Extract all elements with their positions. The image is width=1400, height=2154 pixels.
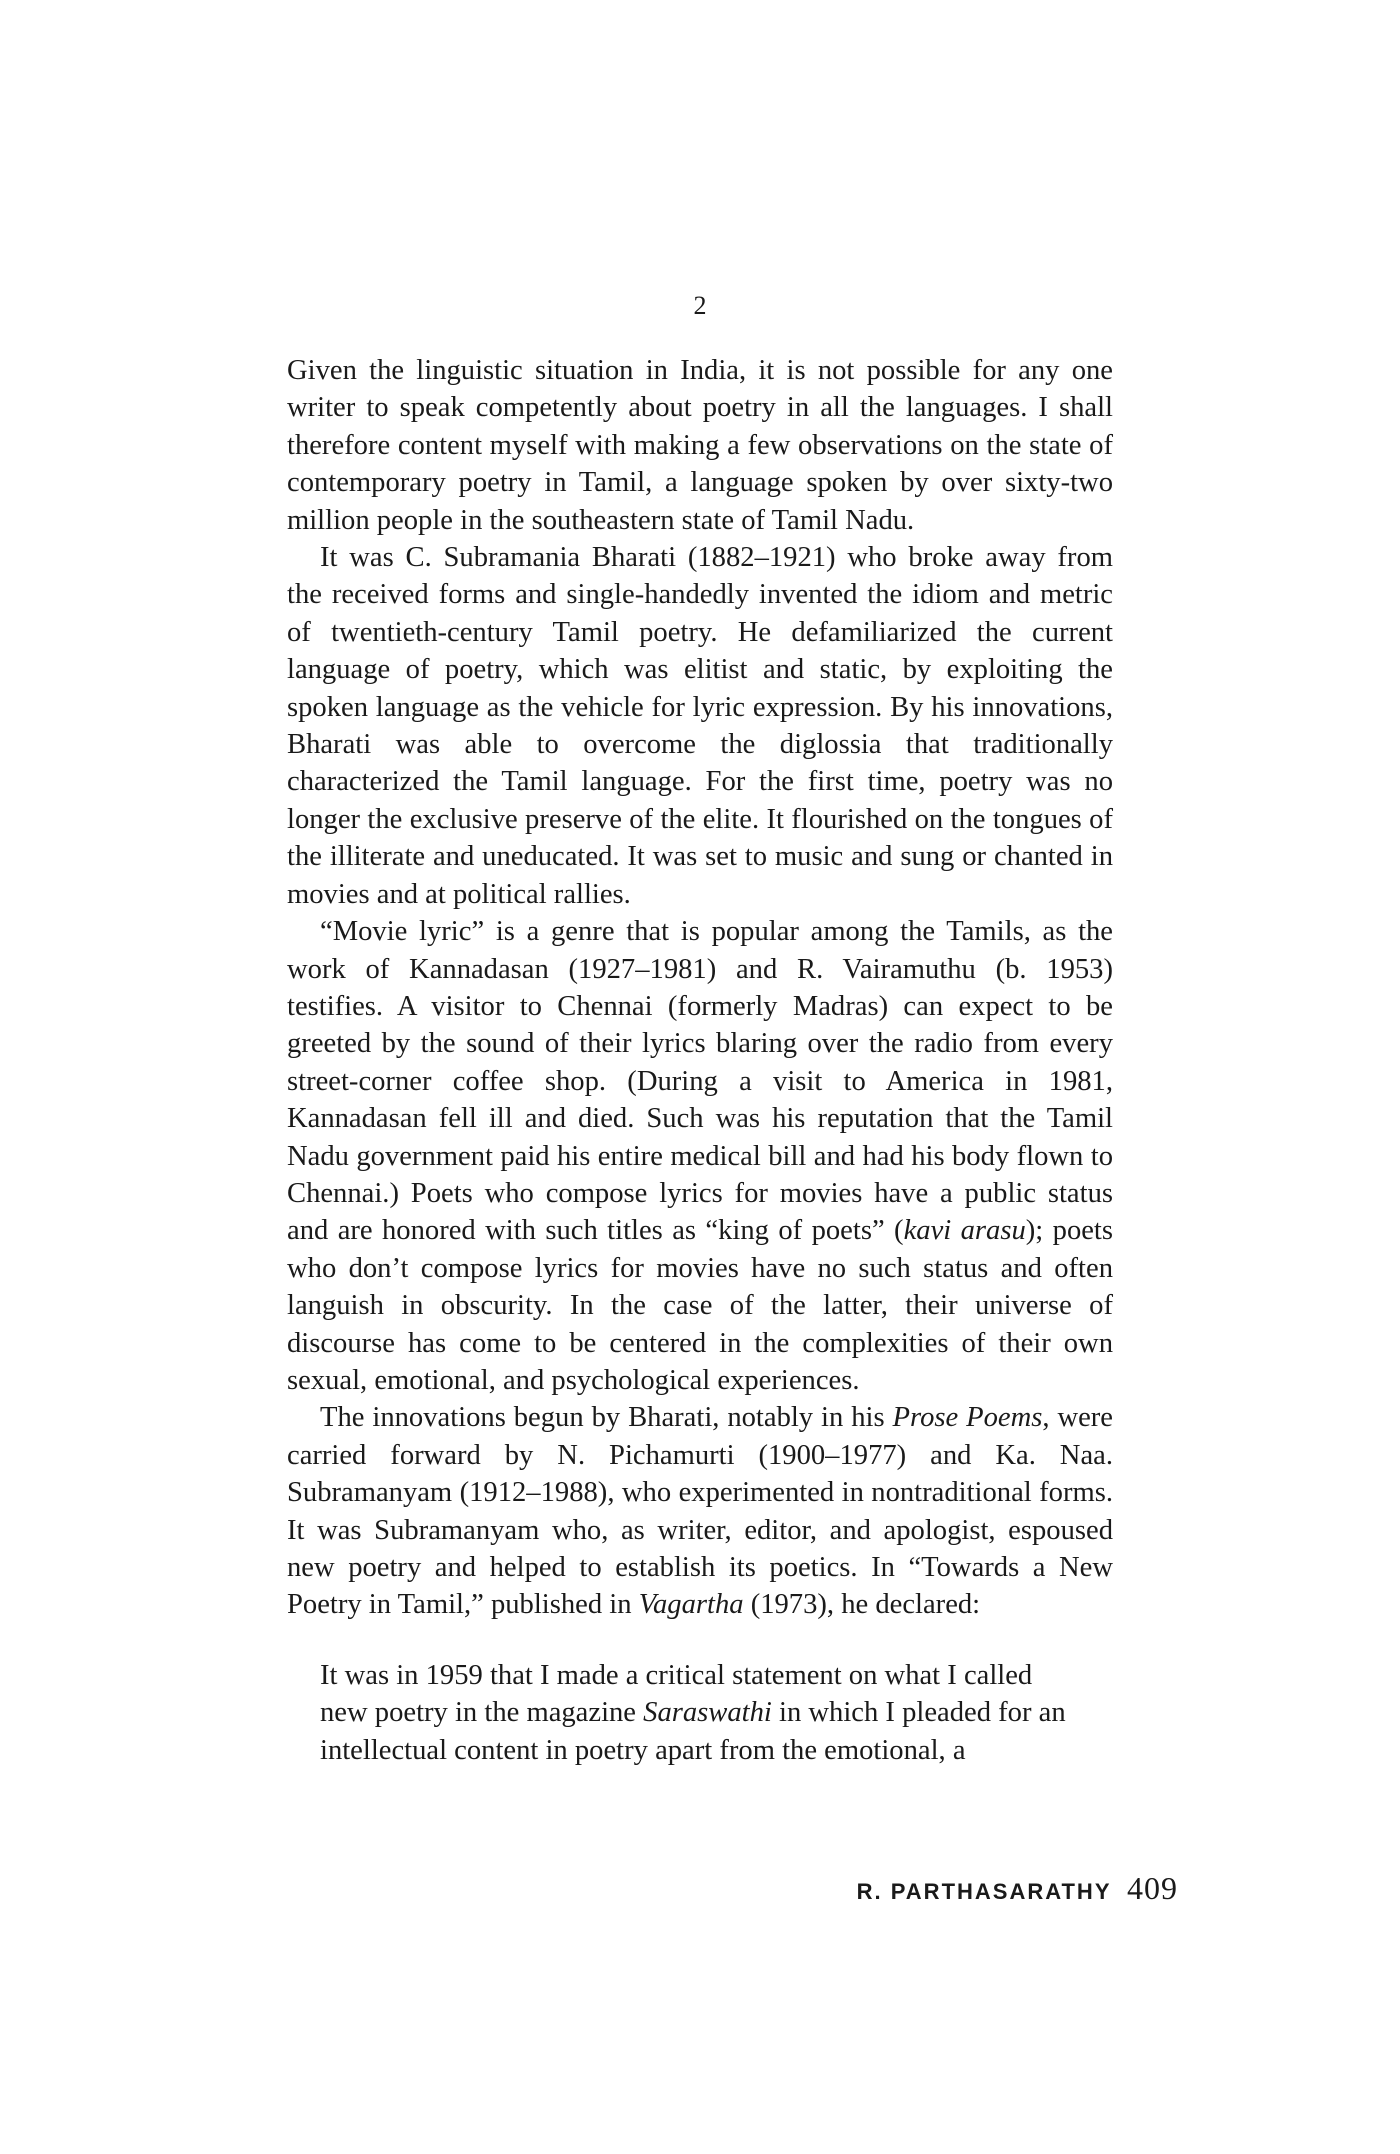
paragraph-3-italic-kavi-arasu: kavi arasu [903, 1215, 1026, 1247]
paragraph-3-text-a: “Movie lyric” is a genre that is popular among the Tamils, as the work of Kannadasan (1927–1981) and R. Vairamuthu (b. 1953) testifies. A visitor to Chennai (formerly Madras) can expect to be greeted by the sound of their lyrics blaring over the radio from every street-corner coffee shop. (During a visit to America in 1981, Kannadasan fell ill and died. Such was his reputation that the Tamil Nadu government paid his entire medical bill and had his body flown to Chennai.) Poets who compose lyrics for movies have a public status and are honored with such titles as “king of poets” ( [287, 916, 1113, 1247]
paragraph-2 [287, 539, 1113, 913]
paragraph-4-italic-prose-poems: Prose Poems [892, 1402, 1043, 1434]
paragraph-1 [287, 352, 1113, 539]
paragraph-4-text-b: , were carried forward by N. Pichamurti (1900–1977) and Ka. Naa. Subramanyam (1912–1988), who experimented in nontraditional forms. It was Subramanyam who, as writer, editor, and apologist, espoused new poetry and helped to establish its poetics. In “Towards a New Poetry in Tamil,” published in [287, 1402, 1113, 1621]
paragraph-4-text-c: (1973), he declared: [743, 1589, 981, 1621]
block-quote-text-b: in which I pleaded for an intellectual content in poetry apart from the emotional, a [320, 1697, 1066, 1766]
footer-author: R. PARTHASARATHY [856, 1879, 1112, 1904]
paragraph-3 [287, 913, 1113, 1399]
block-quote-italic-saraswathi: Saraswathi [643, 1697, 772, 1729]
section-number: 2 [693, 291, 707, 320]
paragraph-4-text-a: The innovations begun by Bharati, notably in his [320, 1402, 893, 1434]
paragraph-4 [287, 1399, 1113, 1623]
paragraph-3-text-b: ); poets who don’t compose lyrics for movies have no such status and often languish in obscurity. In the case of the latter, their universe of discourse has come to be centered in the complexities of their own sexual, emotional, and psychological experiences. [287, 1215, 1113, 1396]
paragraph-2-text: It was C. Subramania Bharati (1882–1921) who broke away from the received forms and single-handedly invented the idiom and metric of twentieth-century Tamil poetry. He defamiliarized the current language of poetry, which was elitist and static, by exploiting the spoken language as the vehicle for lyric expression. By his innovations, Bharati was able to overcome the diglossia that traditionally characterized the Tamil language. For the first time, poetry was no longer the exclusive preserve of the elite. It flourished on the tongues of the illiterate and uneducated. It was set to music and sung or chanted in movies and at political rallies. [287, 542, 1113, 910]
body-text [287, 352, 1113, 1769]
paragraph-1-text: Given the linguistic situation in India, it is not possible for any one writer to speak competently about poetry in all the languages. I shall therefore content myself with making a few observations on the state of contemporary poetry in Tamil, a language spoken by over sixty-two million people in the southeastern state of Tamil Nadu. [287, 355, 1113, 536]
block-quote-text-a: It was in 1959 that I made a critical statement on what I called new poetry in the magazine [320, 1659, 1033, 1729]
block-quote [320, 1657, 1080, 1769]
paragraph-4-italic-vagartha: Vagartha [638, 1589, 744, 1621]
running-footer [857, 1868, 1178, 1912]
page-number: 409 [1127, 1870, 1178, 1906]
